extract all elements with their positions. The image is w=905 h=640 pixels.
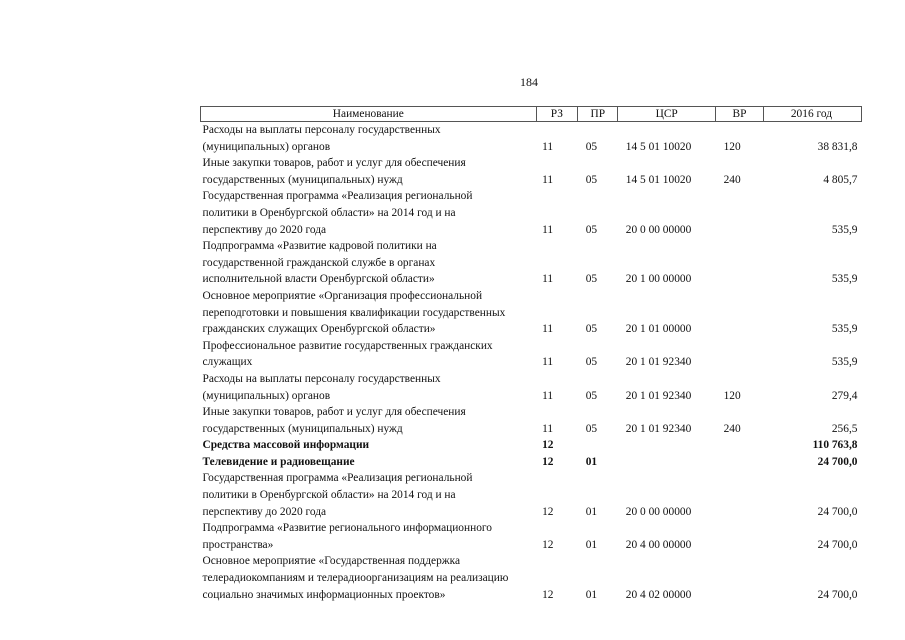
row-vr: [716, 520, 764, 553]
row-pr: 01: [585, 455, 598, 468]
row-vr: [716, 238, 764, 288]
row-pr: 05: [585, 140, 598, 153]
row-pr: 05: [585, 223, 598, 236]
row-amount: 24 700,0: [817, 538, 858, 551]
header-name: Наименование: [201, 107, 537, 122]
table-row: [201, 288, 862, 338]
row-name-line: перспективу до 2020 года: [202, 223, 327, 236]
row-name-line: телерадиокомпаниям и телерадиоорганизациям на реализацию: [202, 572, 509, 585]
table-row: [201, 371, 862, 404]
row-name-line: Подпрограмма «Развитие регионального информационного: [202, 522, 492, 535]
header-csr: ЦСР: [618, 107, 716, 122]
row-rz: 11: [542, 140, 554, 153]
row-name-line: социально значимых информационных проектов»: [202, 588, 446, 601]
table-header-row: [201, 107, 862, 122]
row-name-line: Иные закупки товаров, работ и услуг для обеспечения: [202, 406, 466, 419]
row-name-line: (муниципальных) органов: [202, 389, 331, 402]
row-csr: 14 5 01 10020: [625, 173, 692, 186]
row-vr: [716, 437, 764, 454]
row-rz: 11: [542, 356, 554, 369]
row-amount: 256,5: [831, 422, 858, 435]
row-name-line: Подпрограмма «Развитие кадровой политики на: [202, 240, 437, 253]
row-pr: 05: [585, 273, 598, 286]
row-amount: 38 831,8: [817, 140, 858, 153]
row-pr: 05: [585, 389, 598, 402]
page-number: 184: [520, 75, 538, 89]
row-name-line: Государственная программа «Реализация региональной: [202, 472, 473, 485]
header-amount: 2016 год: [763, 107, 861, 122]
row-rz: 11: [542, 173, 554, 186]
row-rz: 11: [542, 422, 554, 435]
row-vr: [716, 470, 764, 520]
row-name: [201, 338, 537, 371]
row-rz: 11: [542, 389, 554, 402]
row-csr: 20 0 00 00000: [625, 505, 692, 518]
row-name: [201, 288, 537, 338]
row-name-line: Телевидение и радиовещание: [202, 455, 355, 468]
header-vr: ВР: [716, 107, 764, 122]
row-rz: 12: [542, 439, 554, 452]
row-vr: [716, 454, 764, 471]
row-vr: [716, 338, 764, 371]
row-vr: 120: [723, 140, 741, 153]
row-rz: 11: [542, 323, 554, 336]
row-rz: 12: [542, 455, 554, 468]
budget-table: [200, 106, 862, 603]
row-csr: 20 1 01 00000: [625, 323, 692, 336]
row-name-line: политики в Оренбургской области» на 2014 год и на: [202, 489, 456, 502]
row-amount: 24 700,0: [817, 588, 858, 601]
row-pr: 05: [585, 323, 598, 336]
row-name-line: пространства»: [202, 538, 274, 551]
row-amount: 24 700,0: [817, 505, 858, 518]
table-row: [201, 437, 862, 454]
row-name-line: Основное мероприятие «Организация профессиональной: [202, 289, 483, 302]
row-csr: [618, 437, 716, 454]
row-csr: [618, 454, 716, 471]
row-amount: 24 700,0: [817, 455, 858, 468]
row-rz: 11: [542, 223, 554, 236]
row-pr: 05: [585, 173, 598, 186]
table-body: [201, 122, 862, 604]
row-pr: 01: [585, 505, 598, 518]
row-name: [201, 155, 537, 188]
row-name-line: исполнительной власти Оренбургской области»: [202, 273, 435, 286]
row-amount: 535,9: [831, 356, 858, 369]
table-row: [201, 470, 862, 520]
row-pr: 05: [585, 356, 598, 369]
row-name-line: Расходы на выплаты персоналу государственных: [202, 372, 441, 385]
row-amount: 535,9: [831, 273, 858, 286]
table-row: [201, 122, 862, 156]
row-name-line: (муниципальных) органов: [202, 140, 331, 153]
table-row: [201, 155, 862, 188]
row-name: [201, 371, 537, 404]
row-name-line: Государственная программа «Реализация региональной: [202, 190, 473, 203]
row-csr: 20 4 00 00000: [625, 538, 692, 551]
row-csr: 20 1 01 92340: [625, 356, 692, 369]
row-amount: 110 763,8: [812, 439, 858, 452]
row-name-line: государственных (муниципальных) нужд: [202, 422, 403, 435]
row-name-line: государственных (муниципальных) нужд: [202, 173, 403, 186]
row-vr: [716, 188, 764, 238]
row-vr: [716, 553, 764, 603]
row-vr: [716, 288, 764, 338]
table-row: [201, 520, 862, 553]
row-name-line: Средства массовой информации: [202, 439, 370, 452]
row-csr: 20 1 00 00000: [625, 273, 692, 286]
row-name-line: переподготовки и повышения квалификации государственных: [202, 306, 506, 319]
row-name-line: Иные закупки товаров, работ и услуг для обеспечения: [202, 157, 466, 170]
row-rz: 12: [542, 538, 554, 551]
row-vr: 240: [723, 173, 741, 186]
row-name-line: государственной гражданской службе в органах: [202, 256, 436, 269]
row-amount: 279,4: [831, 389, 858, 402]
row-name: [201, 553, 537, 603]
row-amount: 4 805,7: [823, 173, 858, 186]
row-rz: 12: [542, 505, 554, 518]
table-row: [201, 188, 862, 238]
table-row: [201, 553, 862, 603]
row-name-line: Профессиональное развитие государственных гражданских: [202, 339, 493, 352]
row-name-line: политики в Оренбургской области» на 2014 год и на: [202, 206, 456, 219]
row-name-line: Расходы на выплаты персоналу государственных: [202, 124, 441, 136]
header-pr: ПР: [578, 107, 618, 122]
row-name-line: перспективу до 2020 года: [202, 505, 327, 518]
row-csr: 20 1 01 92340: [625, 422, 692, 435]
row-pr: 05: [585, 422, 598, 435]
row-name: [201, 520, 537, 553]
row-name-line: служащих: [202, 356, 253, 369]
row-csr: 14 5 01 10020: [625, 140, 692, 153]
row-csr: 20 0 00 00000: [625, 223, 692, 236]
row-pr: [578, 437, 618, 454]
row-pr: 01: [585, 538, 598, 551]
table-row: [201, 338, 862, 371]
row-csr: 20 1 01 92340: [625, 389, 692, 402]
row-name: [201, 188, 537, 238]
row-vr: 120: [723, 389, 741, 402]
row-rz: 12: [542, 588, 554, 601]
row-vr: 240: [723, 422, 741, 435]
table-row: [201, 404, 862, 437]
row-name: [201, 122, 537, 156]
table-row: [201, 238, 862, 288]
row-name-line: Основное мероприятие «Государственная поддержка: [202, 555, 461, 568]
row-name: [201, 437, 537, 454]
table-row: [201, 454, 862, 471]
row-rz: 11: [542, 273, 554, 286]
row-name: [201, 454, 537, 471]
row-name: [201, 404, 537, 437]
header-rz: РЗ: [536, 107, 578, 122]
row-csr: 20 4 02 00000: [625, 588, 692, 601]
row-name: [201, 470, 537, 520]
row-name: [201, 238, 537, 288]
row-pr: 01: [585, 588, 598, 601]
row-amount: 535,9: [831, 223, 858, 236]
row-amount: 535,9: [831, 323, 858, 336]
row-name-line: гражданских служащих Оренбургской области»: [202, 323, 436, 336]
